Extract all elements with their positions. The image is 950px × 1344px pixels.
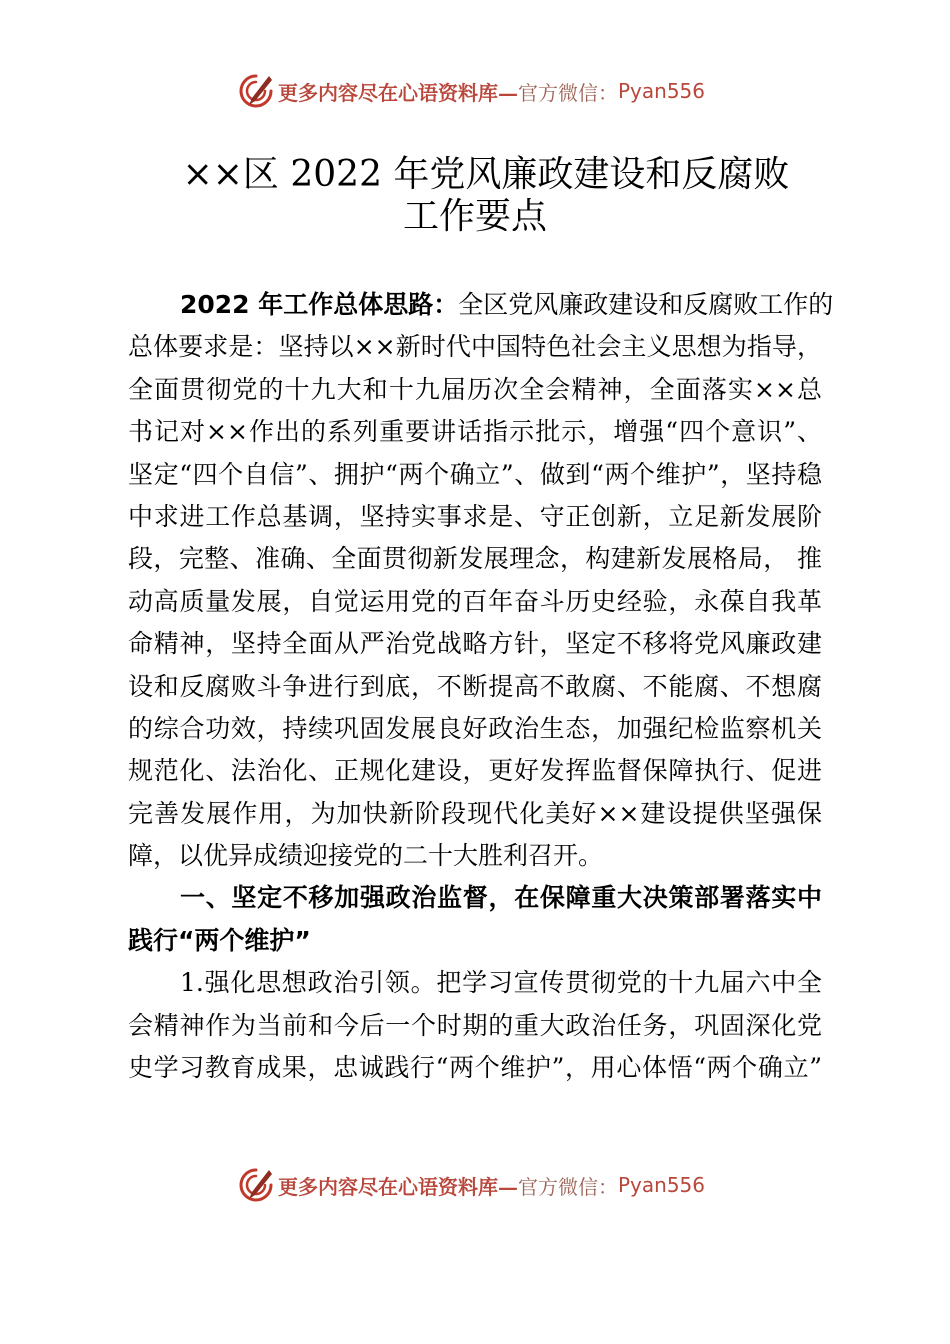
paragraph-line: 动高质量发展，自觉运用党的百年奋斗历史经验，永葆自我革 xyxy=(128,586,822,616)
paragraph-line: 1.强化思想政治引领。把学习宣传贯彻党的十九届六中全 xyxy=(180,968,822,998)
paragraph-line: 书记对××作出的系列重要讲话指示批示，增强“四个意识”、 xyxy=(128,417,822,447)
section-heading xyxy=(128,877,822,962)
section-heading-line: 践行“两个维护” xyxy=(128,925,311,955)
item-paragraph xyxy=(128,962,822,1089)
watermark-wechat-id: Pyan556 xyxy=(618,1173,706,1197)
paragraph-line: 全面贯彻党的十九大和十九届历次全会精神，全面落实××总 xyxy=(128,374,822,404)
footer-watermark xyxy=(238,1166,705,1204)
paragraph-line: 命精神，坚持全面从严治党战略方针，坚定不移将党风廉政建 xyxy=(128,629,822,659)
watermark-wechat-label: 官方微信： xyxy=(518,80,618,105)
paragraph-line: 史学习教育成果，忠诚践行“两个维护”，用心体悟“两个确立” xyxy=(128,1053,822,1083)
title-line-1: ××区 2022 年党风廉政建设和反腐败 xyxy=(182,154,790,195)
logo-icon xyxy=(238,1167,274,1203)
title-line-2: 工作要点 xyxy=(402,196,547,237)
watermark-brand-text: 更多内容尽在心语资料库— xyxy=(278,1174,518,1199)
watermark-brand-text: 更多内容尽在心语资料库— xyxy=(278,80,518,105)
paragraph-line: 完善发展作用，为加快新阶段现代化美好××建设提供坚强保 xyxy=(128,798,822,828)
intro-paragraph xyxy=(128,284,834,877)
intro-lead: 2022 年工作总体思路： xyxy=(180,290,459,319)
paragraph-line: 会精神作为当前和今后一个时期的重大政治任务，巩固深化党 xyxy=(128,1010,822,1040)
paragraph-line: 的综合功效，持续巩固发展良好政治生态，加强纪检监察机关 xyxy=(128,713,822,743)
paragraph-line: 障，以优异成绩迎接党的二十大胜利召开。 xyxy=(128,841,604,871)
paragraph-line: 中求进工作总基调，坚持实事求是、守正创新，立足新发展阶 xyxy=(128,501,822,531)
paragraph-line: 坚定“四个自信”、拥护“两个确立”、做到“两个维护”，坚持稳 xyxy=(128,459,822,489)
watermark-wechat-id: Pyan556 xyxy=(618,79,706,103)
paragraph-line: 段，完整、准确、全面贯彻新发展理念，构建新发展格局， 推 xyxy=(128,544,822,574)
paragraph-line: 设和反腐败斗争进行到底，不断提高不敢腐、不能腐、不想腐 xyxy=(128,671,822,701)
watermark-wechat-label: 官方微信： xyxy=(518,1174,618,1199)
paragraph-line: 规范化、法治化、正规化建设，更好发挥监督保障执行、促进 xyxy=(128,756,822,786)
document-title xyxy=(0,154,950,238)
section-heading-line: 一、坚定不移加强政治监督，在保障重大决策部署落实中 xyxy=(180,883,822,913)
intro-first-line xyxy=(128,284,834,326)
paragraph-line-text: 全区党风廉政建设和反腐败工作的 xyxy=(458,290,834,319)
paragraph-line: 总体要求是：坚持以××新时代中国特色社会主义思想为指导， xyxy=(128,332,822,362)
document-body xyxy=(128,284,834,1089)
header-watermark xyxy=(238,72,705,110)
logo-icon xyxy=(238,73,274,109)
